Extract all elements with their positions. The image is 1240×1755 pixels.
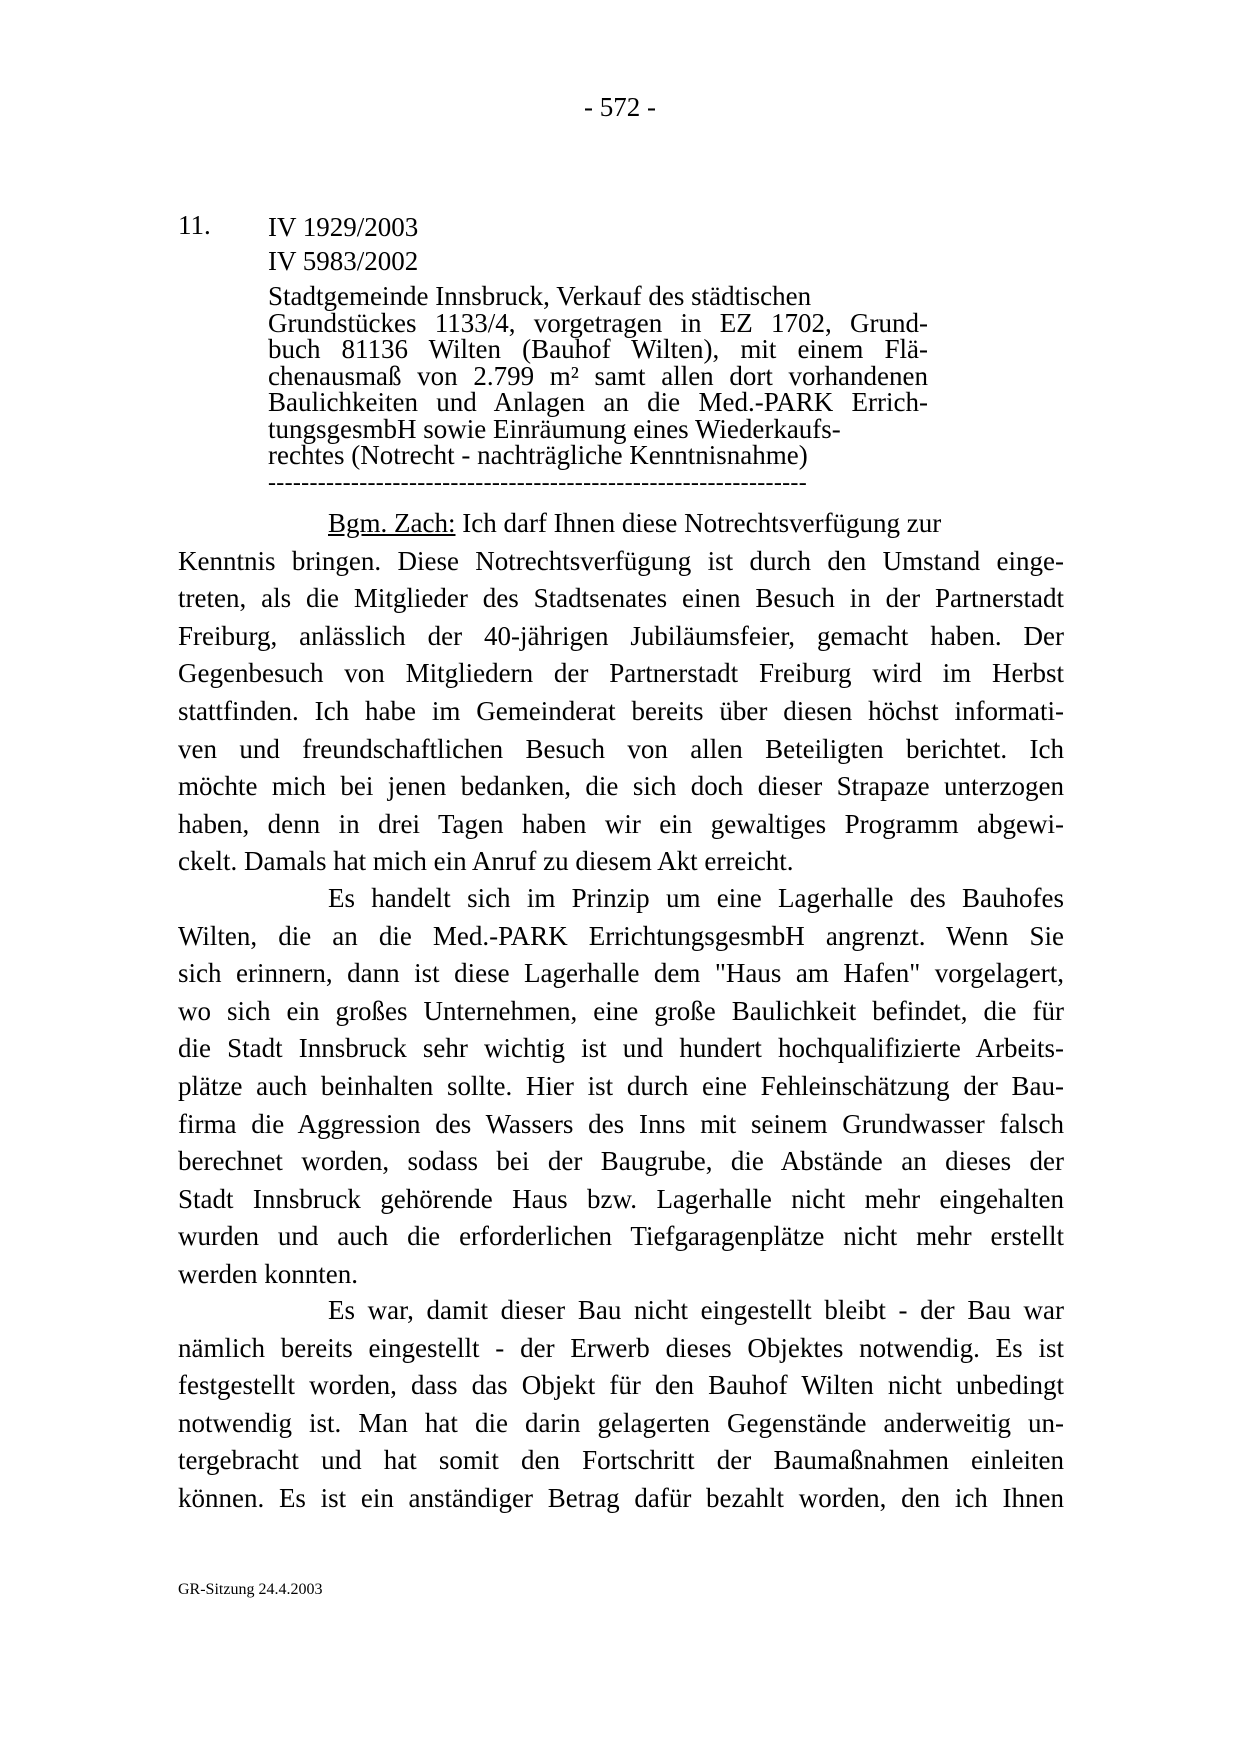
subject-line: tungsgesmbH sowie Einräumung eines Wiederkaufs- [268,413,841,444]
paragraph-line: Gegenbesuch von Mitgliedern der Partnerstadt Freiburg wird im Herbst [178,658,1064,689]
paragraph-line: notwendig ist. Man hat die darin gelagerten Gegenstände anderweitig un- [178,1407,1064,1438]
paragraph-line: Bgm. Zach: Ich darf Ihnen diese Notrechtsverfügung zur [328,508,942,538]
separator-line: ----------------------------------------------------------------- [268,470,807,496]
paragraph-line: möchte mich bei jenen bedanken, die sich doch dieser Strapaze unterzogen [178,771,1064,802]
file-reference: IV 5983/2002 [268,246,419,276]
paragraph-speech-intro [178,505,1064,881]
paragraph-line: Es handelt sich im Prinzip um eine Lagerhalle des Bauhofes [328,883,1064,913]
paragraph-line: Es war, damit dieser Bau nicht eingestellt bleibt - der Bau war [328,1295,1064,1325]
paragraph-line: ckelt. Damals hat mich ein Anruf zu diesem Akt erreicht. [178,846,794,877]
paragraph-line: haben, denn in drei Tagen haben wir ein gewaltiges Programm abgewi- [178,808,1064,839]
paragraph-line: Freiburg, anlässlich der 40-jährigen Jubiläumsfeier, gemacht haben. Der [178,620,1064,651]
paragraph-line: können. Es ist ein anständiger Betrag dafür bezahlt worden, den ich Ihnen [178,1482,1064,1513]
subject-line: Stadtgemeinde Innsbruck, Verkauf des städtischen [268,281,812,311]
file-references [268,210,418,278]
paragraph-line: firma die Aggression des Wassers des Inns mit seinem Grundwasser falsch [178,1108,1064,1139]
agenda-item-number: 11. [178,210,211,240]
paragraph-line: stattfinden. Ich habe im Gemeinderat bereits über diesen höchst informati- [178,695,1064,726]
paragraph-line: Stadt Innsbruck gehörende Haus bzw. Lagerhalle nicht mehr eingehalten [178,1183,1064,1214]
paragraph-line: wurden und auch die erforderlichen Tiefgaragenplätze nicht mehr erstellt [178,1221,1064,1252]
paragraph-line: sich erinnern, dann ist diese Lagerhalle dem "Haus am Hafen" vorgelagert, [178,958,1064,989]
paragraph-warehouse [178,880,1064,1294]
speaker-name: Bgm. Zach: [328,508,456,538]
subject-line: Baulichkeiten und Anlagen an die Med.-PARK Errich- [268,387,928,417]
paragraph-line: ven und freundschaftlichen Besuch von allen Beteiligten berichtet. Ich [178,733,1064,764]
page-number: - 572 - [584,92,656,122]
paragraph-line: Kenntnis bringen. Diese Notrechtsverfügung ist durch den Umstand einge- [178,545,1064,576]
subject-line: Grundstückes 1133/4, vorgetragen in EZ 1702, Grund- [268,307,928,338]
paragraph-line: Wilten, die an die Med.-PARK ErrichtungsgesmbH angrenzt. Wenn Sie [178,920,1064,951]
subject-line: chenausmaß von 2.799 m² samt allen dort vorhandenen [268,360,928,391]
footer-session-date: GR-Sitzung 24.4.2003 [178,1581,323,1598]
paragraph-line: tergebracht und hat somit den Fortschritt der Baumaßnahmen einleiten [178,1445,1064,1476]
paragraph-line: berechnet worden, sodass bei der Baugrube, die Abstände an dieses der [178,1146,1064,1177]
paragraph-line: nämlich bereits eingestellt - der Erwerb dieses Objektes notwendig. Es ist [178,1332,1064,1363]
paragraph-line: wo sich ein großes Unternehmen, eine große Baulichkeit befindet, die für [178,995,1064,1026]
subject-line: rechtes (Notrecht - nachträgliche Kenntnisnahme) [268,440,808,470]
paragraph-line: plätze auch beinhalten sollte. Hier ist durch eine Fehleinschätzung der Bau- [178,1070,1064,1101]
subject-line: buch 81136 Wilten (Bauhof Wilten), mit einem Flä- [268,334,928,364]
paragraph-line: festgestellt worden, dass das Objekt für den Bauhof Wilten nicht unbedingt [178,1370,1064,1401]
paragraph-acquisition [178,1292,1064,1518]
paragraph-line: treten, als die Mitglieder des Stadtsenates einen Besuch in der Partnerstadt [178,583,1064,614]
agenda-item-subject [268,283,928,469]
file-reference: IV 1929/2003 [268,212,419,242]
paragraph-line: werden konnten. [178,1258,358,1289]
paragraph-line: die Stadt Innsbruck sehr wichtig ist und hundert hochqualifizierte Arbeits- [178,1033,1064,1064]
